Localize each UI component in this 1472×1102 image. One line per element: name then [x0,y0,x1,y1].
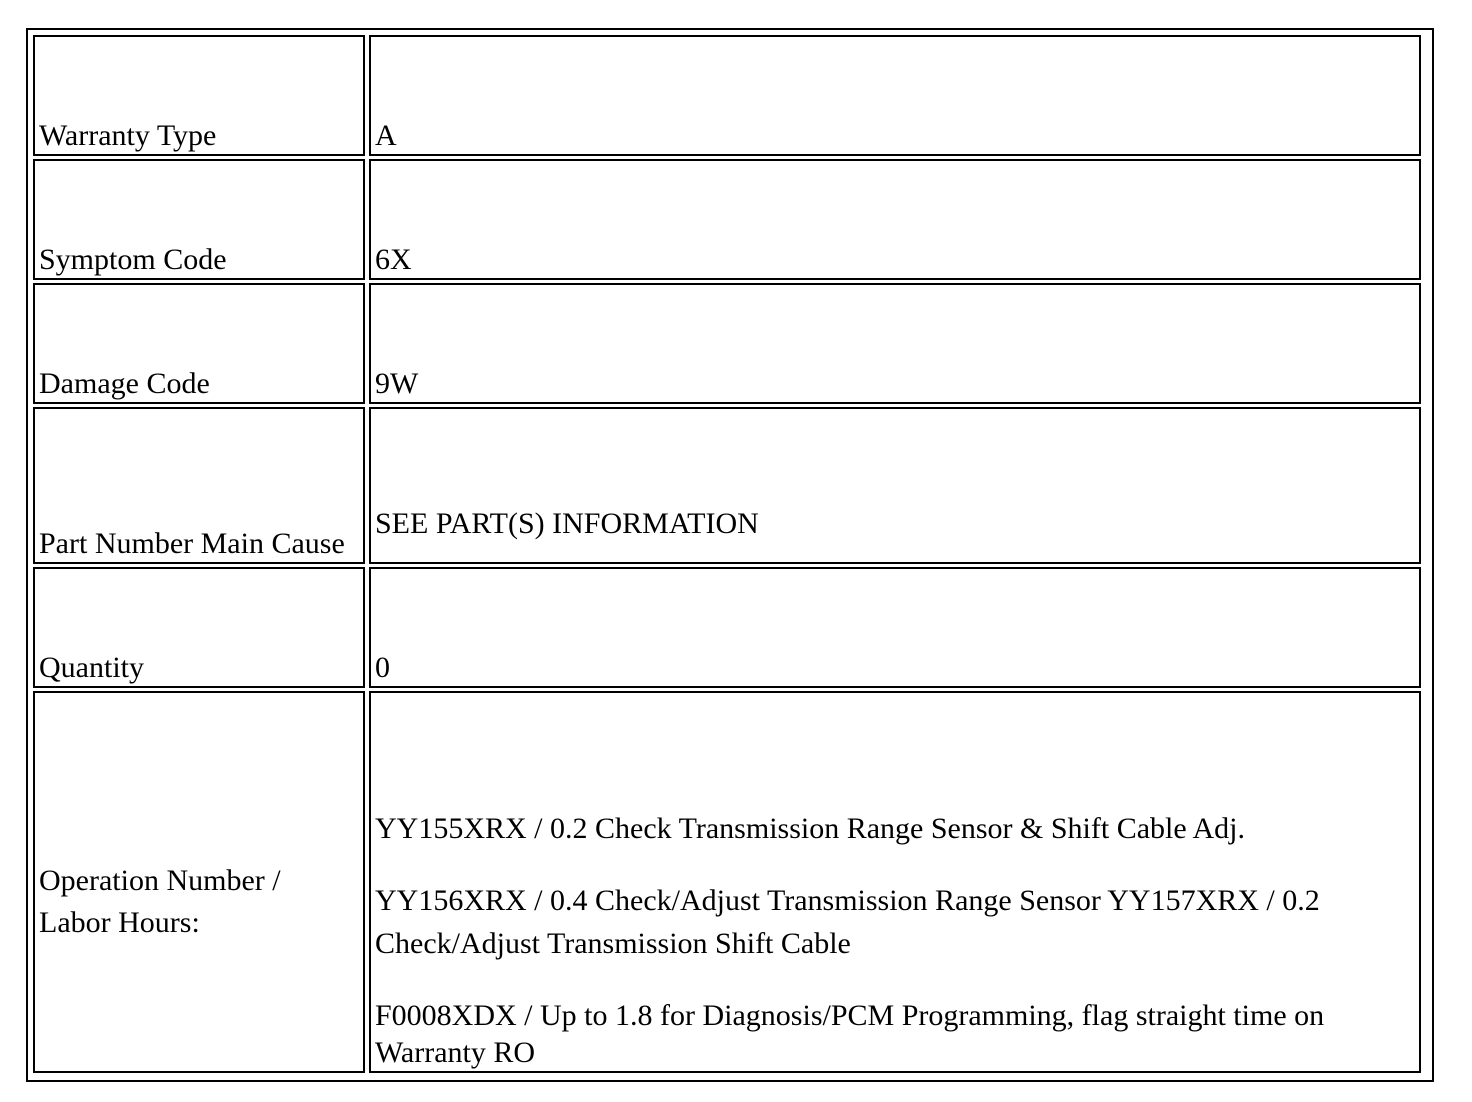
warranty-type-value-text: A [375,119,397,152]
part-number-main-cause-value [369,407,1421,564]
quantity-label [33,567,365,688]
warranty-type-value [369,35,1421,156]
operation-number-label-text: Operation Number / Labor Hours: [39,864,281,939]
symptom-code-label [33,159,365,280]
operation-line: F0008XDX / Up to 1.8 for Diagnosis/PCM Programming, flag straight time on Warranty RO [375,999,1325,1069]
quantity-value-text: 0 [375,651,390,684]
operation-line: YY156XRX / 0.4 Check/Adjust Transmission Range Sensor YY157XRX / 0.2 Check/Adjust Transmission Shift Cable [375,884,1320,960]
warranty-table [26,28,1434,1082]
damage-code-value [369,283,1421,404]
quantity-label-text: Quantity [39,651,144,684]
operation-line: YY155XRX / 0.2 Check Transmission Range Sensor & Shift Cable Adj. [375,812,1246,845]
warranty-type-label-text: Warranty Type [39,119,217,152]
symptom-code-label-text: Symptom Code [39,243,227,276]
operation-number-value [369,691,1421,1073]
operation-list [375,810,1415,1071]
warranty-type-label [33,35,365,156]
quantity-value [369,567,1421,688]
part-number-main-cause-value-text: SEE PART(S) INFORMATION [375,507,759,540]
operation-number-label [33,691,365,1073]
warranty-table-grid [31,33,1429,1077]
symptom-code-value [369,159,1421,280]
symptom-code-value-text: 6X [375,243,412,276]
part-number-main-cause-label [33,407,365,564]
damage-code-label-text: Damage Code [39,367,210,400]
damage-code-value-text: 9W [375,367,419,400]
damage-code-label [33,283,365,404]
part-number-main-cause-label-text: Part Number Main Cause [39,527,345,560]
